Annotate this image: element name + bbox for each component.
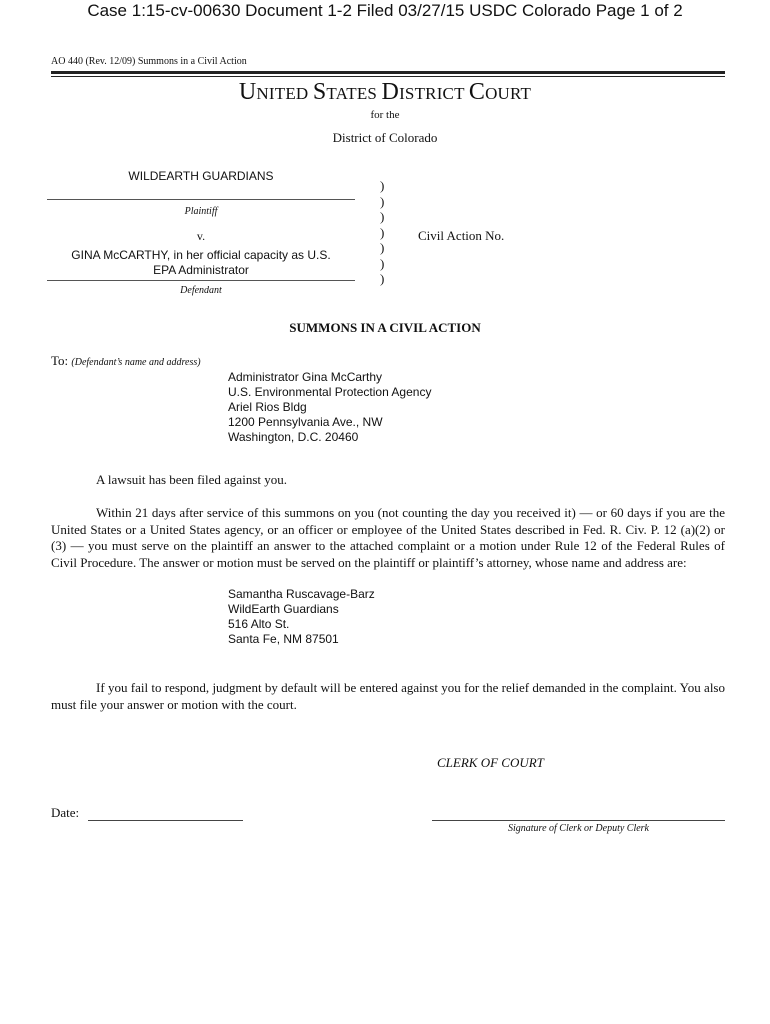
defendant-name-line1: GINA McCARTHY, in her official capacity as U.S. [71, 248, 331, 262]
signature-caption: Signature of Clerk or Deputy Clerk [508, 823, 649, 834]
civil-action-no: Civil Action No. [418, 228, 505, 243]
district-name: District of Colorado [332, 130, 438, 145]
header-rule-thin [51, 76, 725, 77]
defendant-label: Defendant [180, 285, 222, 296]
caption-parens: ) ) ) ) ) ) ) [380, 178, 385, 286]
to-label: To: [51, 353, 69, 368]
plaintiff-label: Plaintiff [184, 206, 218, 217]
plaintiff-name: WILDEARTH GUARDIANS [128, 169, 274, 183]
to-hint: (Defendant’s name and address) [71, 357, 201, 368]
document-header: Case 1:15-cv-00630 Document 1-2 Filed 03/27/15 USDC Colorado Page 1 of 2 [87, 1, 683, 20]
versus: v. [196, 229, 206, 243]
date-label: Date: [51, 805, 80, 820]
defendant-line [47, 280, 355, 281]
attorney-address: Samantha Ruscavage-Barz WildEarth Guardians 516 Alto St. Santa Fe, NM 87501 [228, 587, 375, 646]
defendant-address: Administrator Gina McCarthy U.S. Environmental Protection Agency Ariel Rios Bldg 1200 Pennsylvania Ave., NW Washington, D.C. 20460 [228, 370, 432, 444]
clerk-of-court: CLERK OF COURT [437, 755, 544, 770]
defendant-name-line2: EPA Administrator [153, 263, 249, 277]
date-line [88, 820, 243, 821]
lawsuit-statement: A lawsuit has been filed against you. [96, 472, 287, 487]
default-warning: If you fail to respond, judgment by default will be entered against you for the relief demanded in the complaint. You also must file your answer or motion with the court. [51, 680, 725, 712]
summons-title: SUMMONS IN A CIVIL ACTION [289, 320, 481, 335]
to-line [51, 353, 201, 369]
form-id: AO 440 (Rev. 12/09) Summons in a Civil Action [51, 56, 247, 67]
signature-line [432, 820, 725, 821]
for-the: for the [370, 109, 400, 121]
plaintiff-line [47, 199, 355, 200]
court-title: UNITED STATES DISTRICT COURT [238, 79, 532, 105]
header-rule-thick [51, 71, 725, 74]
response-instructions: Within 21 days after service of this summons on you (not counting the day you received it) — or 60 days if you are the United States or a United States agency, or an officer or employee of the United States described in Fed. R. Civ. P. 12 (a)(2) or (3) — you must serve on the plaintiff an answer to the attached complaint or a motion under Rule 12 of the Federal Rules of Civil Procedure. The answer or motion must be served on the plaintiff or plaintiff’s attorney, whose name and address are: [51, 505, 725, 570]
